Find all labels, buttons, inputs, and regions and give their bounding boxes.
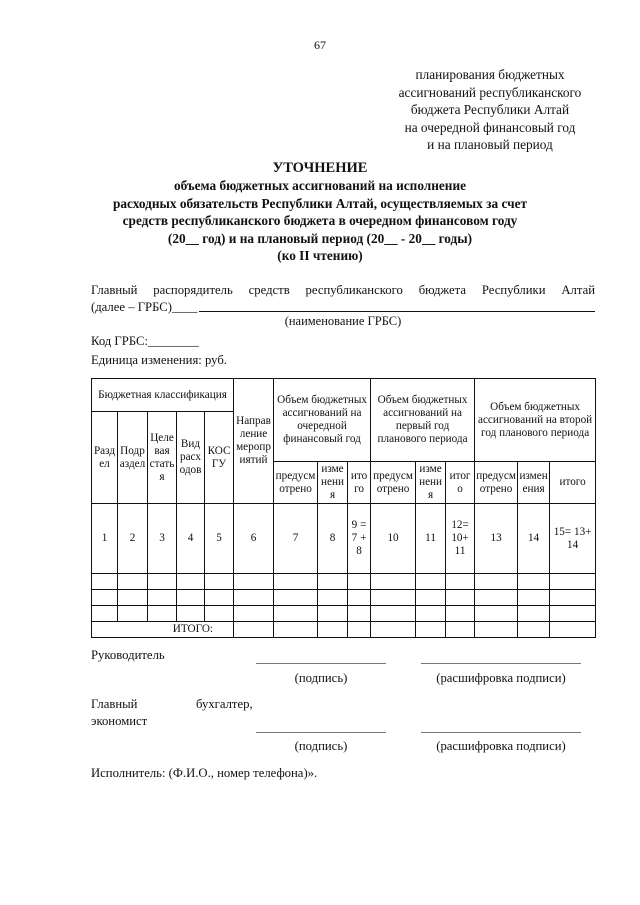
group-first-plan-year: Объем бюджетных ассигнований на первый год планового периода [371, 379, 475, 462]
column-number: 11 [416, 504, 446, 574]
title-line: (20__ год) и на плановый период (20__ - 20__ годы) [167, 230, 473, 246]
column-number: 3 [148, 504, 177, 574]
col-vid: Вид расходов [177, 412, 205, 504]
col-change: изменения [416, 462, 446, 504]
column-number-row [92, 504, 596, 574]
group-second-plan-year: Объем бюджетных ассигнований на второй год планового периода [475, 379, 596, 462]
grbs-word: республиканского [305, 283, 403, 297]
header-line: и на плановый период [427, 137, 553, 152]
table-row [92, 590, 596, 606]
column-number: 6 [234, 504, 274, 574]
grbs-line-1 [91, 282, 595, 299]
sign-caption: (подпись) [294, 739, 348, 753]
header-line: на очередной финансовый год [404, 119, 576, 135]
grbs-code: Код ГРБС:________ [91, 334, 199, 348]
grbs-word: средств [248, 283, 290, 297]
col-change: изменения [318, 462, 348, 504]
col-planned: предусмотрено [475, 462, 518, 504]
head-label: Руководитель [91, 648, 165, 662]
col-direction: Направление мероприятий [234, 379, 274, 504]
unit-label: Единица изменения: руб. [91, 353, 227, 367]
col-change: изменения [518, 462, 550, 504]
group-budget-class: Бюджетная классификация [92, 379, 234, 412]
column-number: 10 [371, 504, 416, 574]
accountant-label-word1: Главный [91, 697, 138, 711]
page-number: 67 [314, 38, 326, 52]
table-row [92, 574, 596, 590]
column-number: 7 [274, 504, 318, 574]
header-line: бюджета Республики Алтай [410, 102, 570, 117]
grbs-word: распорядитель [153, 283, 233, 297]
grbs-block [91, 282, 595, 316]
column-number: 12= 10+ 11 [446, 504, 475, 574]
head-decode-line[interactable] [421, 663, 581, 664]
col-total: итого [348, 462, 371, 504]
accountant-label-word2: бухгалтер, [196, 697, 253, 711]
table-header-row [92, 379, 596, 412]
budget-table [91, 378, 596, 638]
column-number: 8 [318, 504, 348, 574]
title-line: расходных обязательств Республики Алтай, осуществляемых за счет [112, 195, 528, 211]
table-row [92, 606, 596, 622]
executor-label: Исполнитель: (Ф.И.О., номер телефона)». [91, 766, 318, 780]
col-kosgu: КОСГУ [205, 412, 234, 504]
col-total: итого [446, 462, 475, 504]
title-line: (ко II чтению) [277, 248, 363, 264]
document-title [60, 160, 580, 264]
title-line: УТОЧНЕНИЕ [272, 160, 368, 176]
title-line: средств республиканского бюджета в очередном финансовом году [122, 213, 518, 229]
sign-caption: (подпись) [294, 671, 348, 685]
column-number: 15= 13+ 14 [550, 504, 596, 574]
grbs-prefix: (далее – ГРБС)____ [91, 300, 198, 314]
column-number: 1 [92, 504, 118, 574]
grbs-word: Республики [481, 283, 546, 297]
head-sign-line[interactable] [256, 663, 386, 664]
col-planned: предусмотрено [274, 462, 318, 504]
grbs-word: Алтай [561, 283, 595, 297]
group-current-year: Объем бюджетных ассигнований на очередной финансовый год [274, 379, 371, 462]
total-label: ИТОГО: [92, 622, 234, 638]
header-line: планирования бюджетных [415, 67, 565, 82]
title-line: объема бюджетных ассигнований на исполнение [173, 178, 467, 194]
total-row [92, 622, 596, 638]
column-number: 13 [475, 504, 518, 574]
grbs-name-field[interactable] [199, 299, 595, 312]
col-podrazdel: Подраздел [118, 412, 148, 504]
grbs-word: Главный [91, 283, 138, 297]
col-razdel: Раздел [92, 412, 118, 504]
economist-label: экономист [91, 714, 148, 728]
column-number: 5 [205, 504, 234, 574]
accountant-decode-line[interactable] [421, 732, 581, 733]
decode-caption: (расшифровка подписи) [436, 739, 566, 753]
grbs-hint: (наименование ГРБС) [284, 314, 402, 328]
grbs-word: бюджета [418, 283, 466, 297]
column-number: 14 [518, 504, 550, 574]
column-number: 2 [118, 504, 148, 574]
decode-caption: (расшифровка подписи) [436, 671, 566, 685]
column-number: 4 [177, 504, 205, 574]
accountant-sign-line[interactable] [256, 732, 386, 733]
col-tselevaya: Целевая статья [148, 412, 177, 504]
header-note [370, 66, 610, 154]
col-planned: предусмотрено [371, 462, 416, 504]
col-total: итого [550, 462, 596, 504]
header-line: ассигнований республиканского [398, 84, 582, 100]
column-number: 9 = 7 + 8 [348, 504, 371, 574]
